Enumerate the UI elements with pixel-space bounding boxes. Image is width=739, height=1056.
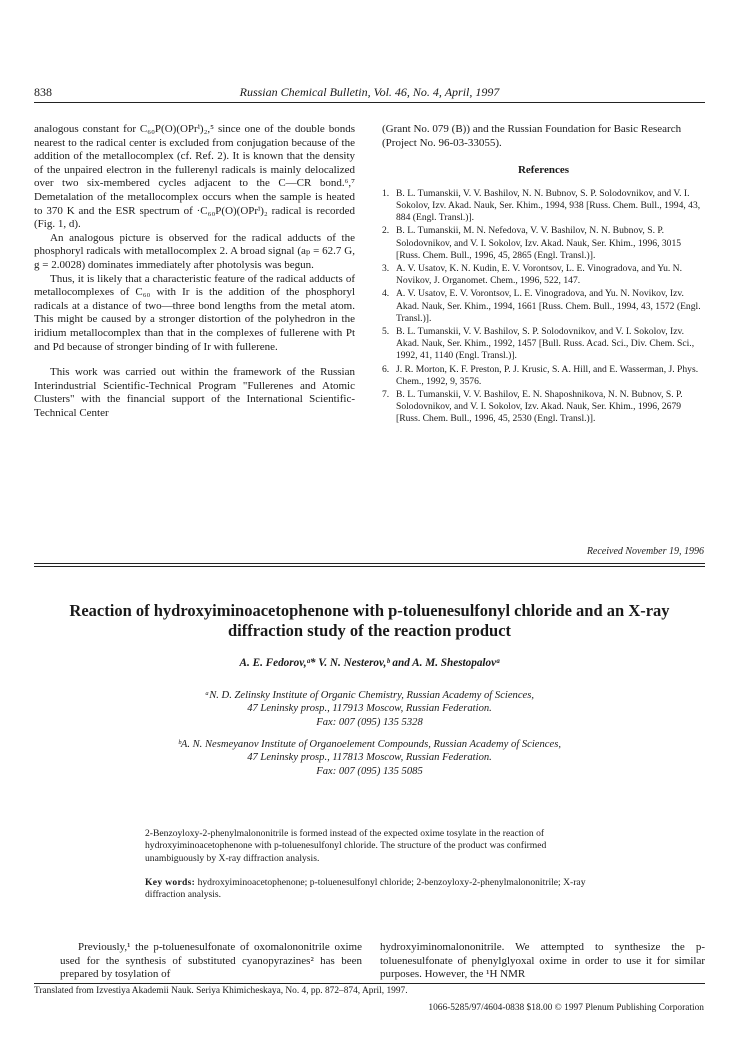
reference-item: 1. B. L. Tumanskii, V. V. Bashilov, N. N. Bubnov, S. P. Solodovnikov, and V. I. Sokolov, Izv. Akad. Nauk, Ser. Khim., 1994, 938 [Russ. Chem. Bull., 1994, 43, 884 (Engl. Transl.)]. — [382, 187, 701, 224]
right-column — [382, 123, 705, 427]
reference-item: 6. J. R. Morton, K. F. Preston, P. J. Krusic, S. A. Hill, and E. Wasserman, J. Phys. Chem., 1992, 9, 3576. — [382, 363, 699, 387]
article-title: Reaction of hydroxyiminoacetophenone with p-toluenesulfonyl chloride and an X-ray diffraction study of the reaction product — [69, 601, 670, 640]
affiliation-line: ᵇA. N. Nesmeyanov Institute of Organoelement Compounds, Russian Academy of Sciences, — [178, 739, 561, 750]
reference-item: 7. B. L. Tumanskii, V. V. Bashilov, E. N. Shaposhnikova, N. N. Bubnov, S. P. Solodovnikov, and V. I. Sokolov, Izv. Akad. Nauk, Ser. Khim., 1996, 2679 [Russ. Chem. Bull., 1996, 45, 2530 (Engl. Transl.)]. — [382, 389, 683, 425]
affiliation-line: ᵃN. D. Zelinsky Institute of Organic Chemistry, Russian Academy of Sciences, — [204, 690, 535, 701]
left-column — [34, 123, 355, 420]
reference-item: 4. A. V. Usatov, E. V. Vorontsov, L. E. Vinogradova, and Yu. N. Novikov, Izv. Akad. Nauk, Ser. Khim., 1994, 1661 [Russ. Chem. Bull., 1994, 43, 1572 (Engl. Transl.)]. — [382, 288, 701, 324]
abstract: 2-Benzoyloxy-2-phenylmalononitrile is formed instead of the expected oxime tosylate in the reaction of hydroxyiminoacetophenone with p-toluenesulfonyl chloride. The structure of the product was confirmed unambiguously by X-ray diffraction analysis. — [145, 828, 547, 864]
section-rule — [34, 563, 705, 564]
affiliation-line: 47 Leninsky prosp., 117813 Moscow, Russian Federation. — [247, 752, 492, 764]
affiliation-line: Fax: 007 (095) 135 5328 — [316, 716, 423, 728]
paragraph: analogous constant for C₆₀P(O)(OPrⁱ)₂,⁵ since one of the double bonds nearest to the radical center is excluded from conjugation because of the addition of the metallocomplex (cf. Ref. 2). It is known that the density of the unpaired electron in the fullerenyl radicals is mainly delocalized over two six-membered cycles adjacent to the C—CR bond.⁶,⁷ Demetalation of the metallocomplex occurs when the sample is heated to 370 K and the ESR spectrum of ·C₆₀P(O)(OPrⁱ)₂ radical is recorded (Fig. 1, d). — [34, 123, 355, 231]
reference-item: 5. B. L. Tumanskii, V. V. Bashilov, S. P. Solodovnikov, and V. I. Sokolov, Izv. Akad. Nauk, Ser. Khim., 1992, 1457 [Bull. Russ. Acad. Sci., Div. Chem. Sci., 1992, 41, 1140 (Engl. Transl.)]. — [382, 326, 695, 362]
affiliation-a — [0, 689, 739, 729]
references-heading: References — [517, 164, 570, 177]
paragraph: Thus, it is likely that a characteristic feature of the radical adducts of metallocomplexes of C₆₀ with Ir is the addition of the phosphoryl radicals at a distance of two—three bond lengths from the metal atom. This might be caused by a stronger distortion of the polyhedron in the iridium metallocomplex than that in the complexes of fullerene with Pt and Pd because of stronger binding of Ir with fullerene. — [34, 272, 355, 353]
received-date: Received November 19, 1996 — [586, 546, 704, 557]
copyright-line: 1066-5285/97/4604-0838 $18.00 © 1997 Plenum Publishing Corporation — [428, 1003, 704, 1013]
keywords-text: hydroxyiminoacetophenone; p-toluenesulfonyl chloride; 2-benzoyloxy-2-phenylmalononitrile; X-ray diffraction analysis. — [145, 877, 586, 901]
reference-item: 2. B. L. Tumanskii, M. N. Nefedova, V. V. Bashilov, N. N. Bubnov, S. P. Solodovnikov, and V. I. Sokolov, Izv. Akad. Nauk, Ser. Khim., 1996, 3015 [Russ. Chem. Bull., 1996, 45, 2865 (Engl. Transl.)]. — [382, 225, 682, 261]
translation-note: Translated from Izvestiya Akademii Nauk. Seriya Khimicheskaya, No. 4, pp. 872–874, April, 1997. — [34, 986, 408, 996]
body-left-column: Previously,¹ the p-toluenesulfonate of oxomalononitrile oxime used for the synthesis of substituted cyanopyrazines² has been prepared by tosylation of — [60, 941, 362, 981]
body-right-column: hydroxyiminomalononitrile. We attempted to synthesize the p-toluenesulfonate of phenylglyoxal oxime in order to use it for similar purposes. However, the ¹H NMR — [380, 941, 705, 981]
running-header: Russian Chemical Bulletin, Vol. 46, No. 4, April, 1997 — [239, 85, 500, 99]
affiliation-line: 47 Leninsky prosp., 117913 Moscow, Russian Federation. — [247, 703, 492, 715]
grant-text: (Grant No. 079 (B)) and the Russian Foundation for Basic Research (Project No. 96-03-33055). — [382, 123, 682, 149]
page-number: 838 — [34, 85, 52, 99]
affiliation-b — [0, 738, 739, 778]
references-list — [382, 188, 705, 426]
paragraph: An analogous picture is observed for the radical adducts of the phosphoryl radicals with metallocomplex 2. A broad signal (aₚ = 62.7 G, g = 2.0028) dominates immediately after photolysis was begun. — [34, 231, 355, 271]
section-rule — [34, 566, 705, 567]
article-authors: A. E. Fedorov,ᵃ* V. N. Nesterov,ᵇ and A. M. Shestopalovᵃ — [239, 657, 500, 669]
footer-rule — [34, 983, 705, 984]
header-rule — [34, 102, 705, 103]
reference-item: 3. A. V. Usatov, K. N. Kudin, E. V. Vorontsov, L. E. Vinogradova, and Yu. N. Novikov, J. Organomet. Chem., 1996, 522, 147. — [382, 263, 682, 287]
affiliation-line: Fax: 007 (095) 135 5085 — [316, 765, 423, 777]
keywords — [145, 877, 601, 902]
keywords-label: Key words: — [145, 877, 196, 888]
paragraph: This work was carried out within the framework of the Russian Interindustrial Scientific-Technical Program "Fullerenes and Atomic Clusters" with the financial support of the International Scientific-Technical Center — [34, 366, 355, 419]
